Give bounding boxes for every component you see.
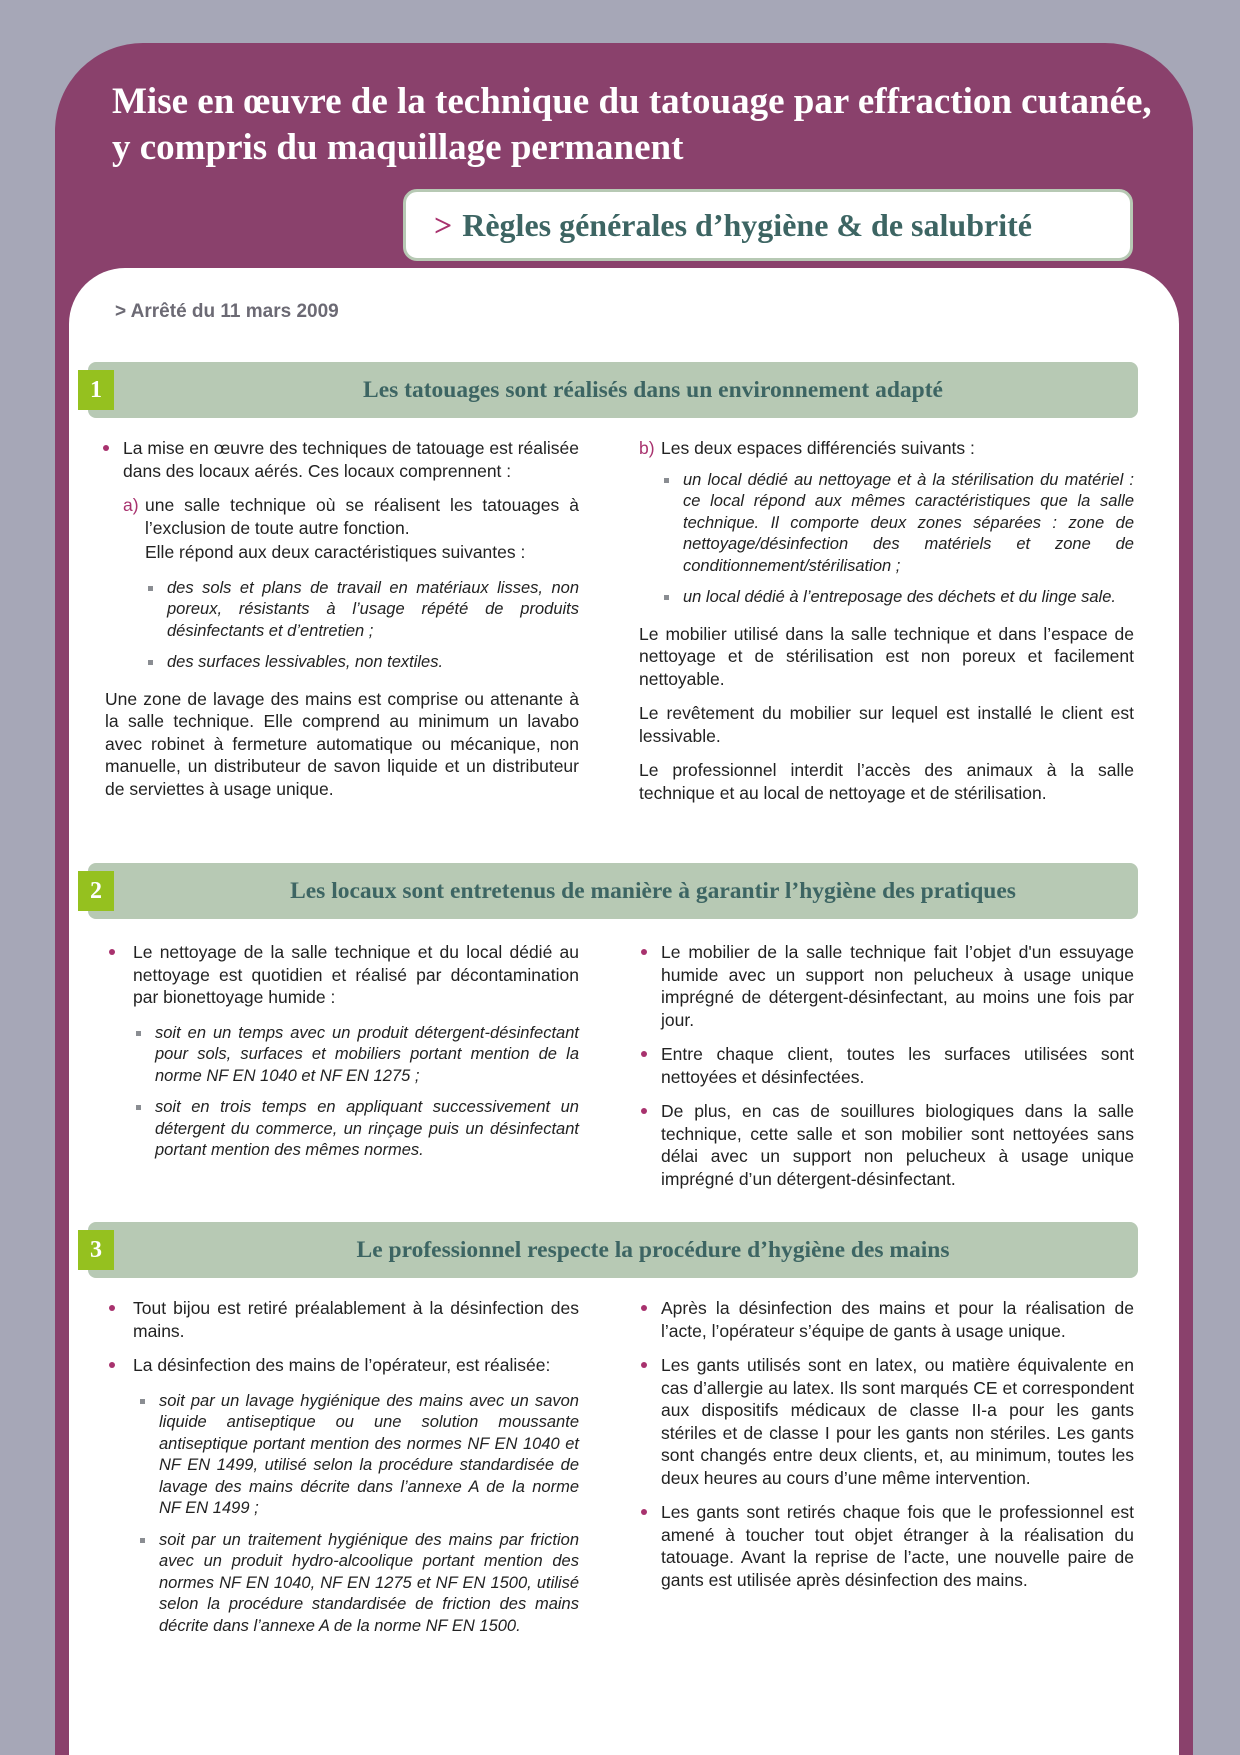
list-item: Les gants utilisés sont en latex, ou matière équivalente en cas d’allergie au latex. Ils sont marqués CE et correspondent aux dispositifs médicaux de classe II-a pour les gants stériles et de classe I pour les gants non stériles. Les gants sont changés entre deux clients, et, au minimum, toutes les deux heures au cours d’une même intervention. [639, 1354, 1134, 1489]
list-item: soit en un temps avec un produit détergent-désinfectant pour sols, surfaces et mobiliers portant mention de la norme NF EN 1040 et NF EN 1275 ; [133, 1023, 579, 1088]
list-item: des sols et plans de travail en matériaux lisses, non poreux, résistants à l’usage répété de produits désinfectants et d’entretien ; [145, 578, 579, 643]
list-item: Le nettoyage de la salle technique et du local dédié au nettoyage est quotidien et réalisé par décontamination par bionettoyage humide : [107, 941, 579, 1009]
section-3-header [88, 1222, 1138, 1278]
section-3-title: Le professionnel respecte la procédure d’hygiène des mains [356, 1236, 950, 1263]
list-item-a [123, 494, 579, 564]
list-item: des surfaces lessivables, non textiles. [145, 652, 579, 674]
item-a-text-2: Elle répond aux deux caractéristiques suivantes : [145, 542, 526, 562]
section-1-title: Les tatouages sont réalisés dans un environnement adapté [363, 376, 943, 403]
item-a-text: une salle technique où se réalisent les tatouages à l’exclusion de toute autre fonction. [145, 495, 579, 538]
page-card [55, 43, 1193, 1755]
subtitle-text: Règles générales d’hygiène & de salubrité [462, 206, 1032, 243]
list-item: De plus, en cas de souillures biologiques dans la salle technique, cette salle et son mobilier sont nettoyées sans délai avec un support non pelucheux à usage unique imprégné d’un détergent-désinfectant. [639, 1100, 1134, 1190]
list-item: un local dédié à l’entreposage des déchets et du linge sale. [661, 587, 1134, 609]
section-3-number: 3 [78, 1230, 114, 1270]
list-item: Les gants sont retirés chaque fois que le professionnel est amené à toucher tout objet étranger à la réalisation du tatouage. Avant la reprise de l’acte, une nouvelle paire de gants est utilisée après désinfection des mains. [639, 1501, 1134, 1591]
section-3-left-column [107, 1297, 579, 1647]
item-b-text: Les deux espaces différenciés suivants : [661, 438, 975, 458]
section-1-left-column [101, 437, 579, 812]
section-2-number: 2 [78, 871, 114, 911]
section-3-right-column [639, 1297, 1134, 1603]
list-item: La mise en œuvre des techniques de tatouage est réalisée dans des locaux aérés. Ces locaux comprennent : [101, 437, 579, 482]
letter-a: a) [123, 495, 139, 515]
paragraph: Le mobilier utilisé dans la salle technique et dans l’espace de nettoyage et de stérilisation est non poreux et facilement nettoyable. [639, 623, 1134, 689]
list-item: soit par un traitement hygiénique des mains par friction avec un produit hydro-alcoolique portant mention des normes NF EN 1040, NF EN 1275 et NF EN 1500, utilisé selon la procédure standardisée de friction des mains décrite dans l’annexe A de la norme NF EN 1500. [137, 1530, 579, 1638]
paragraph: Le revêtement du mobilier sur lequel est installé le client est lessivable. [639, 703, 1134, 746]
section-2-left-column [107, 941, 579, 1172]
list-item: La désinfection des mains de l’opérateur, est réalisée: [107, 1354, 579, 1377]
page-title: Mise en œuvre de la technique du tatouage par effraction cutanée, y compris du maquillage permanent [112, 81, 1152, 168]
list-item-b [639, 437, 1134, 460]
paragraph: Une zone de lavage des mains est comprise ou attenante à la salle technique. Elle comprend au minimum un lavabo avec robinet à fermeture automatique ou mécanique, non manuelle, un distributeur de savon liquide et un distributeur de serviettes à usage unique. [105, 688, 579, 799]
subtitle-arrow: > [434, 206, 453, 243]
paragraph: Le professionnel interdit l’accès des animaux à la salle technique et au local de nettoyage et de stérilisation. [639, 760, 1134, 803]
subtitle-box [403, 189, 1133, 261]
letter-b: b) [639, 438, 655, 458]
list-item: un local dédié au nettoyage et à la stérilisation du matériel : ce local répond aux mêmes caractéristiques que la salle technique. Il comporte deux zones séparées : zone de nettoyage/désinfection des matériels et zone de conditionnement/stérilisation ; [661, 470, 1134, 578]
list-item: Entre chaque client, toutes les surfaces utilisées sont nettoyées et désinfectées. [639, 1043, 1134, 1088]
list-item: soit en trois temps en appliquant successivement un détergent du commerce, un rinçage puis un désinfectant portant mention des mêmes normes. [133, 1097, 579, 1162]
list-item: Après la désinfection des mains et pour la réalisation de l’acte, l’opérateur s’équipe de gants à usage unique. [639, 1297, 1134, 1342]
section-1-header [88, 362, 1138, 418]
list-item: Le mobilier de la salle technique fait l’objet d'un essuyage humide avec un support non pelucheux à usage unique imprégné de détergent-désinfectant, au moins une fois par jour. [639, 941, 1134, 1031]
decree-reference: > Arrêté du 11 mars 2009 [115, 301, 339, 322]
list-item: soit par un lavage hygiénique des mains avec un savon liquide antiseptique ou une solution moussante antiseptique portant mention des normes NF EN 1040 et NF EN 1499, utilisé selon la procédure standardisée de lavage des mains décrite dans l’annexe A de la norme NF EN 1499 ; [137, 1391, 579, 1520]
section-1-right-column [639, 437, 1134, 816]
section-2-title: Les locaux sont entretenus de manière à garantir l’hygiène des pratiques [290, 877, 1016, 904]
section-2-right-column [639, 941, 1134, 1202]
list-item: Tout bijou est retiré préalablement à la désinfection des mains. [107, 1297, 579, 1342]
section-1-number: 1 [78, 370, 114, 410]
section-2-header [88, 863, 1138, 919]
